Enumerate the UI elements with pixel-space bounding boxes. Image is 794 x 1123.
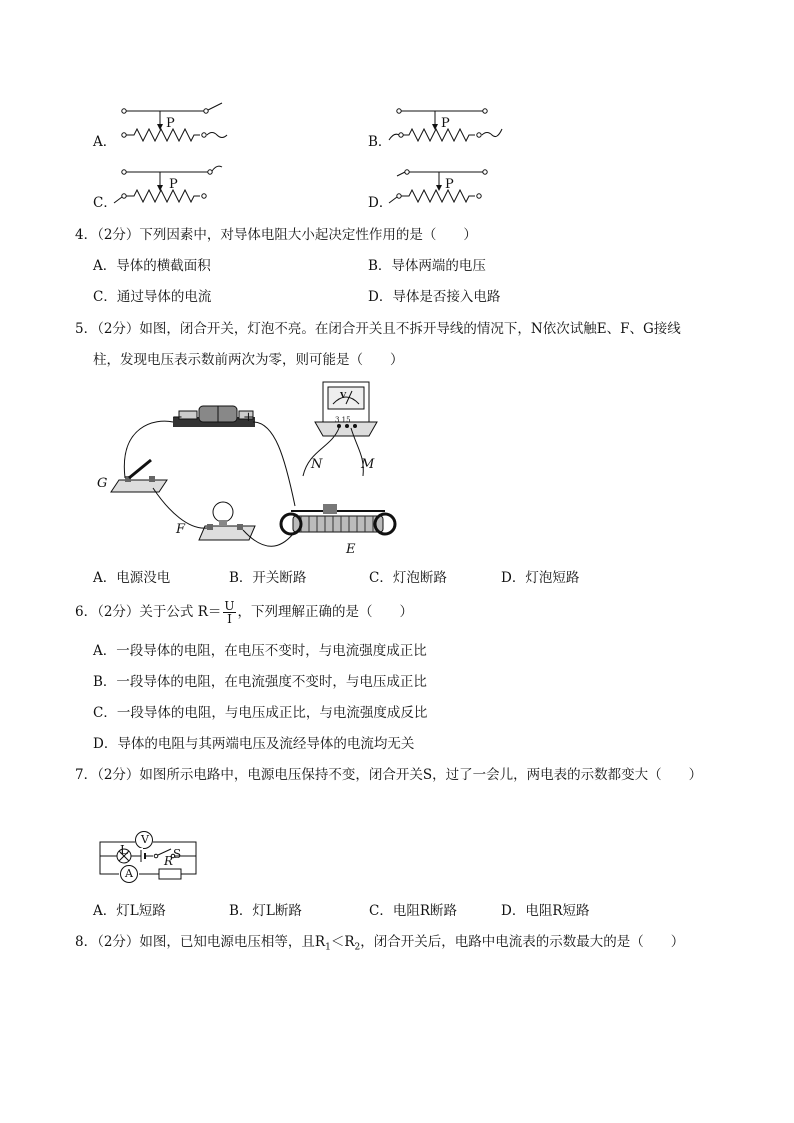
q5-option-d: D．灯泡短路 (501, 570, 580, 586)
q6-fraction-numerator: U (224, 598, 235, 613)
q7-label-s: S (173, 847, 182, 861)
q4-option-d: D．导体是否接入电路 (368, 289, 501, 305)
q5-minus-label: − (172, 410, 183, 425)
q7-option-d: D．电阻R短路 (501, 903, 590, 919)
q7-circuit-figure (95, 828, 205, 888)
q3-a-slider-label: P (166, 116, 175, 131)
q7-stem: 7．（2分）如图所示电路中，电源电压保持不变，闭合开关S，过了一会儿，两电表的示数都变大（ ） (75, 767, 703, 783)
q7-option-b: B．灯L断路 (229, 903, 302, 919)
q5-stem-line2: 柱，发现电压表示数前两次为零，则可能是（ ） (93, 352, 404, 368)
q7-label-r: R (164, 854, 174, 868)
q3-option-a-letter: A． (93, 134, 117, 150)
q3-option-c-letter: C． (93, 195, 117, 211)
q5-plus-label: + (243, 410, 254, 425)
q5-option-a: A．电源没电 (93, 570, 171, 586)
q8-sub-1: 1 (325, 942, 331, 953)
q8-stem-c: ，闭合开关后，电路中电流表的示数最大的是（ ） (360, 934, 685, 950)
q6-stem-prefix: 6．（2分）关于公式 R＝ (75, 604, 222, 620)
q4-option-b: B．导体两端的电压 (368, 258, 486, 274)
q5-voltmeter-v: V (340, 390, 347, 400)
q5-label-f: F (176, 522, 186, 537)
q5-label-m: M (361, 457, 375, 472)
q7-option-c: C．电阻R断路 (369, 903, 457, 919)
q5-label-g: G (97, 476, 108, 491)
q8-stem (75, 933, 684, 957)
q6-fraction-denominator: I (227, 611, 232, 626)
q3-d-slider-label: P (445, 177, 454, 192)
q6-option-a: A．一段导体的电阻，在电压不变时，与电流强度成正比 (93, 643, 427, 659)
q3-b-slider-label: P (441, 116, 450, 131)
q3-option-d-letter: D． (368, 195, 393, 211)
q6-option-d: D．导体的电阻与其两端电压及流经导体的电流均无关 (93, 736, 415, 752)
q4-option-a: A．导体的横截面积 (93, 258, 211, 274)
q5-label-n: N (311, 457, 323, 472)
q6-stem-suffix: ，下列理解正确的是（ ） (237, 604, 414, 620)
q6-option-b: B．一段导体的电阻，在电流强度不变时，与电压成正比 (93, 674, 427, 690)
q5-option-c: C．灯泡断路 (369, 570, 447, 586)
q3-option-b-letter: B． (368, 134, 392, 150)
q6-stem (75, 598, 413, 626)
q7-voltmeter-v: V (141, 833, 149, 846)
q3-c-slider-label: P (169, 177, 178, 192)
q5-label-e: E (346, 542, 356, 557)
q7-ammeter-a: A (125, 867, 133, 880)
q5-option-b: B．开关断路 (229, 570, 307, 586)
q5-voltmeter-scale: 3 15 (335, 416, 351, 424)
q7-label-l: L (120, 843, 128, 857)
q7-option-a: A．灯L短路 (93, 903, 166, 919)
q5-stem-line1: 5．（2分）如图，闭合开关，灯泡不亮。在闭合开关且不拆开导线的情况下，N依次试触E、F、G接线 (75, 321, 681, 337)
q6-formula-fraction (223, 600, 235, 625)
q4-stem: 4．（2分）下列因素中，对导体电阻大小起决定性作用的是（ ） (75, 227, 477, 243)
q8-sub-2: 2 (354, 942, 361, 953)
q8-stem-a: 8．（2分）如图，已知电源电压相等，且R (75, 934, 326, 950)
q8-stem-b: ＜R (330, 934, 355, 950)
q5-circuit-figure (95, 378, 405, 563)
q6-option-c: C．一段导体的电阻，与电压成正比，与电流强度成反比 (93, 705, 428, 721)
q4-option-c: C．通过导体的电流 (93, 289, 212, 305)
